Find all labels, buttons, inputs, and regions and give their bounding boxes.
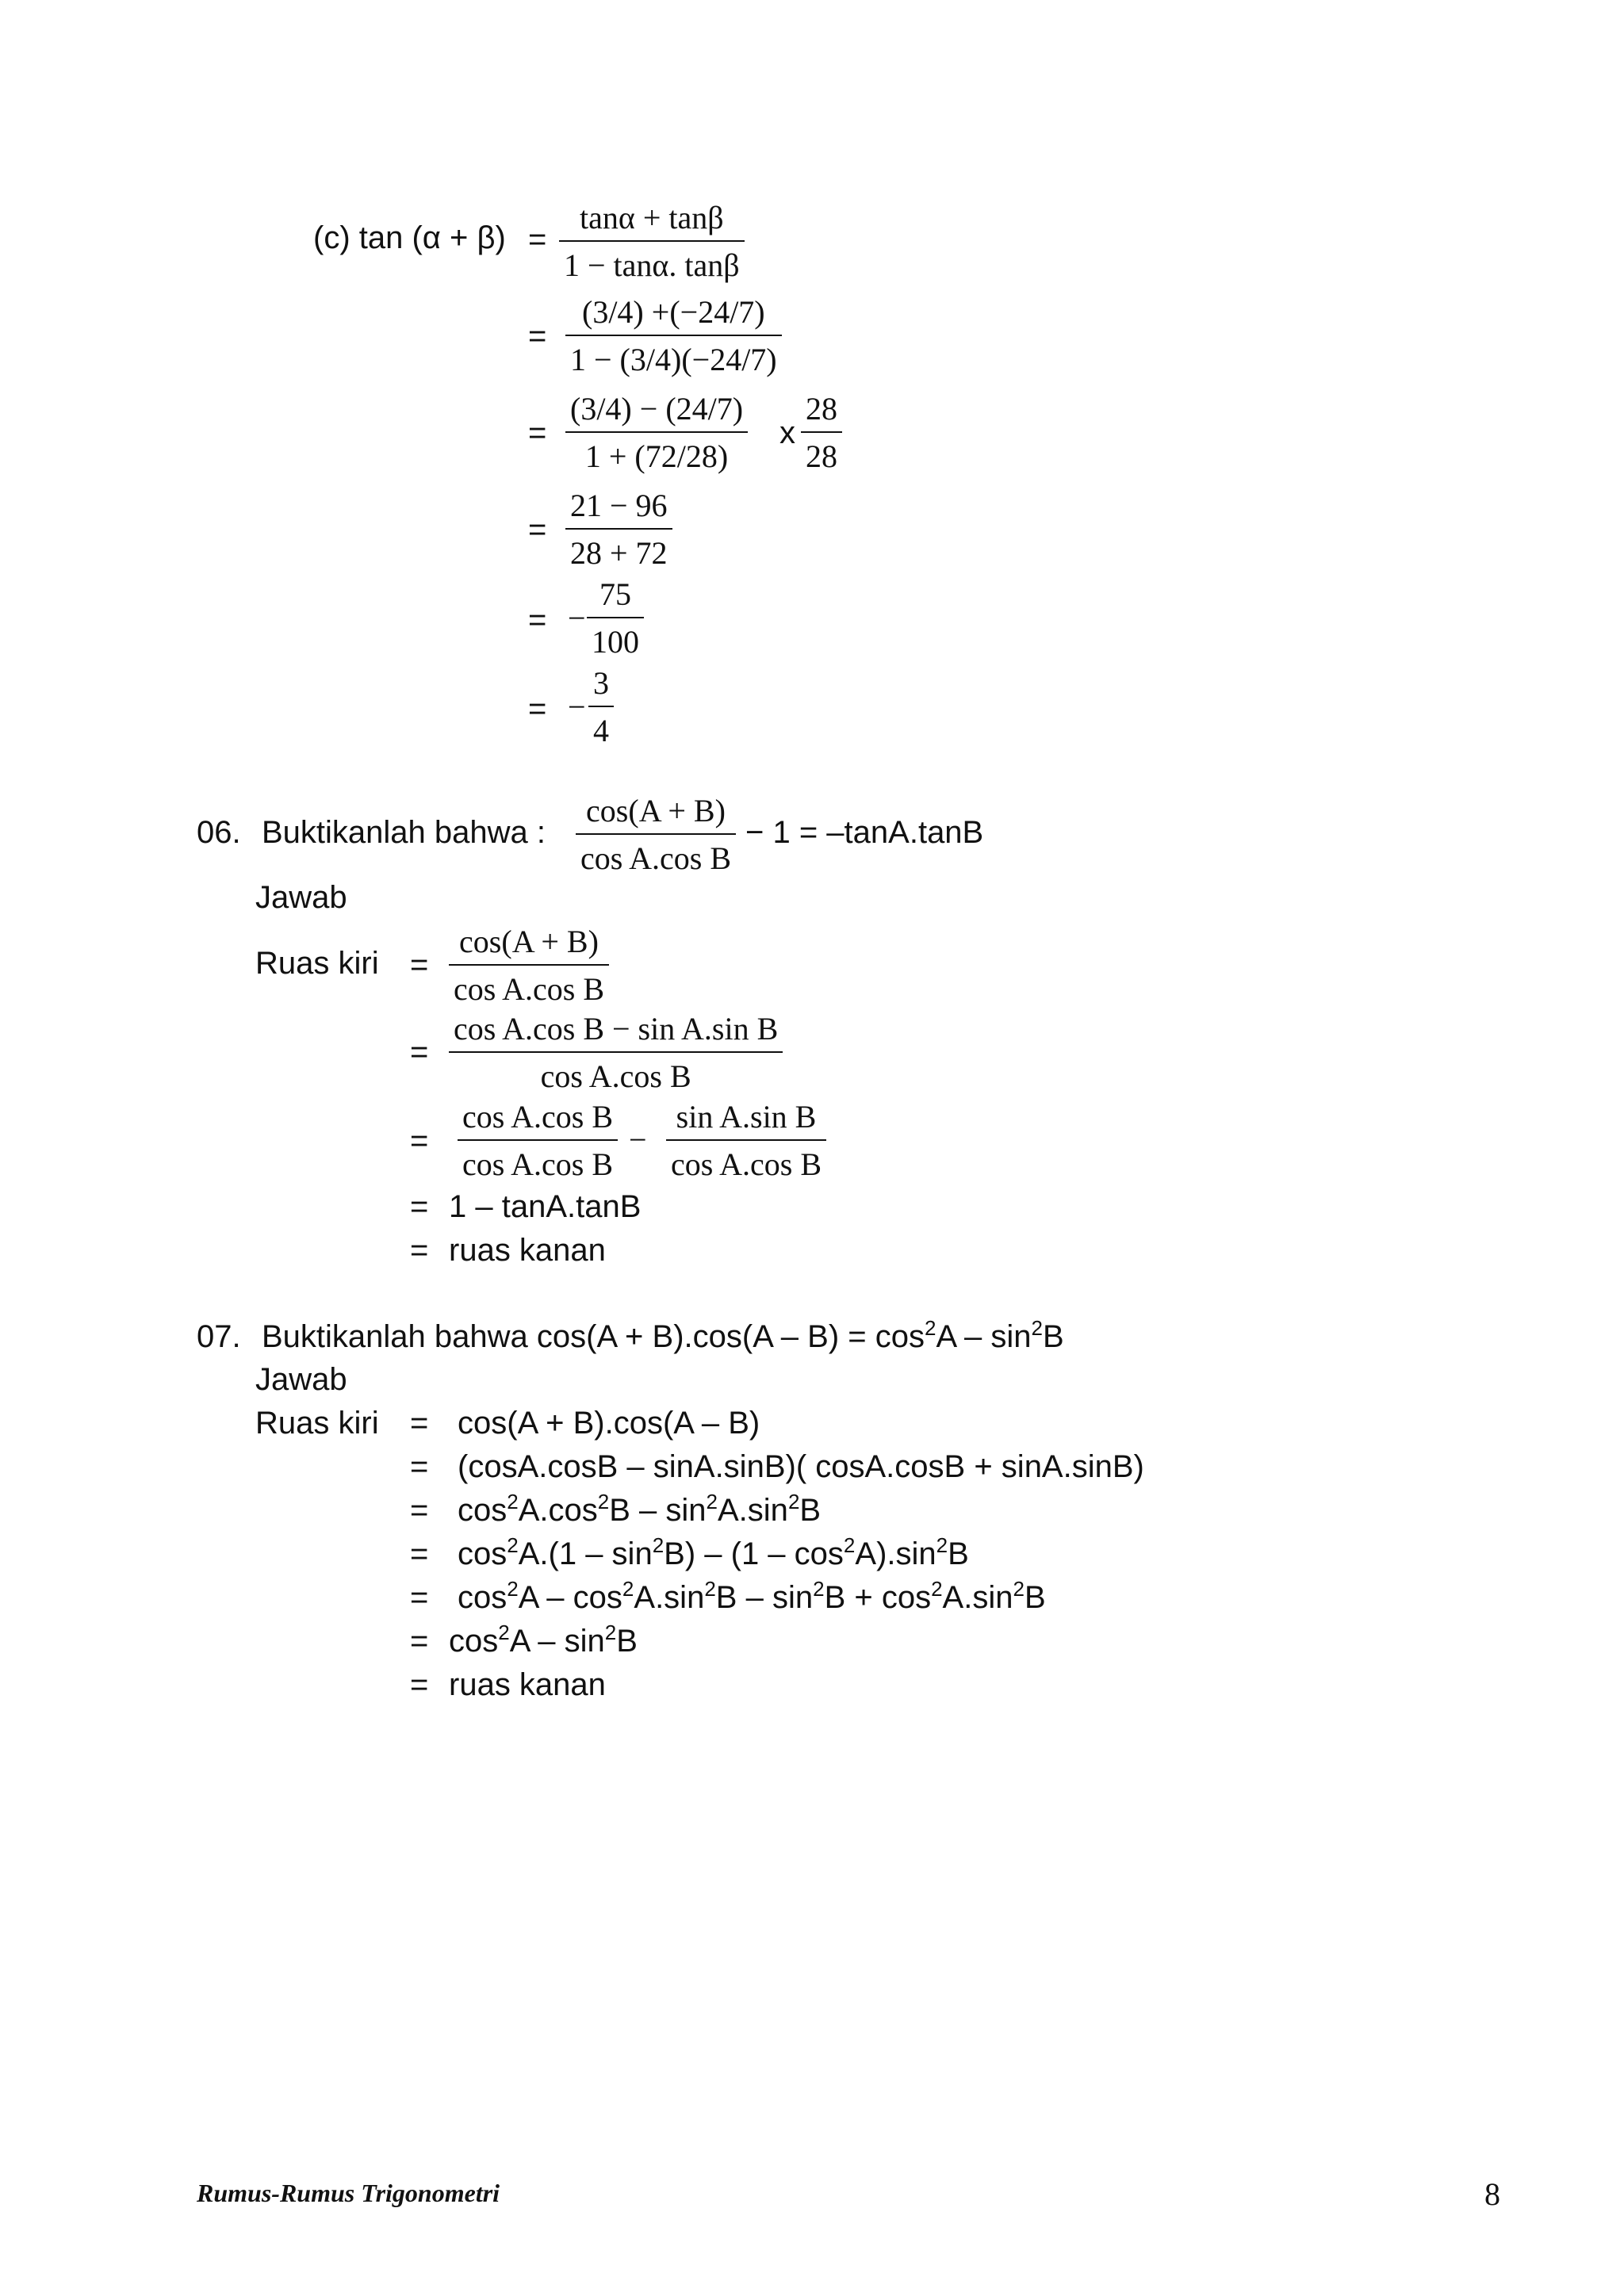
equals-sign: = <box>410 1233 429 1268</box>
question-number: 06. <box>197 815 241 850</box>
answer-label: Jawab <box>255 880 347 915</box>
equals-sign: = <box>410 1035 429 1070</box>
step-text: $\cos^2A.\cos^2B - \sin^2A.\sin^2B$ <box>458 1490 822 1528</box>
question-number: 07. <box>197 1319 241 1354</box>
equals-sign: = <box>528 603 547 637</box>
step-text: cos(A + B).cos(A – B) <box>458 1406 760 1441</box>
step-text: (cosA.cosB – sinA.sinB)( cosA.cosB + sinA.sinB) <box>458 1449 1144 1484</box>
minus-sign: − <box>568 600 586 636</box>
equals-sign: = <box>528 512 547 547</box>
ruas-kiri-label: Ruas kiri <box>255 1406 379 1441</box>
equals-sign: = <box>410 1449 429 1484</box>
equals-sign: = <box>410 1667 429 1702</box>
equals-sign: = <box>410 1624 429 1659</box>
question-prompt: Buktikanlah bahwa : <box>262 815 546 850</box>
times-sign: x <box>779 415 795 450</box>
fraction-simplify: (3/4) − (24/7) 1 + (72/28) <box>565 393 748 473</box>
part-c-label: (c) tan (α + β) <box>313 220 506 255</box>
equals-sign: = <box>410 1536 429 1571</box>
footer-title: Rumus-Rumus Trigonometri <box>197 2179 500 2207</box>
equals-sign: = <box>528 222 547 257</box>
step-text: ruas kanan <box>449 1667 606 1702</box>
fraction-step3b: sin A.sin B cos A.cos B <box>666 1101 826 1181</box>
equals-sign: = <box>528 691 547 726</box>
minus-sign: − <box>568 689 586 725</box>
answer-label: Jawab <box>255 1362 347 1397</box>
step-text: $\cos^2A - \cos^2A.\sin^2B - \sin^2B + \cos^2A.\sin^2B$ <box>458 1577 1046 1615</box>
equals-sign: = <box>410 1189 429 1224</box>
fraction-result: 75 100 <box>587 579 644 658</box>
minus-sign: − <box>629 1122 647 1158</box>
step-text: ruas kanan <box>449 1233 606 1268</box>
question-prompt: Buktikanlah bahwa $\cos(A + B).\cos(A - B) = \cos^2A - \sin^2B$ <box>262 1316 1064 1354</box>
ruas-kiri-label: Ruas kiri <box>255 946 379 981</box>
fraction-lhs: cos(A + B) cos A.cos B <box>576 795 736 874</box>
page-number: 8 <box>1484 2176 1500 2212</box>
fraction-tan-sum: tanα + tanβ 1 − tanα. tanβ <box>559 202 745 281</box>
fraction-multiplier: 28 28 <box>801 393 842 473</box>
equals-sign: = <box>410 1493 429 1528</box>
step-text: $\cos^2A.(1 - \sin^2B) - (1 - \cos^2A).\sin^2B$ <box>458 1533 969 1571</box>
equals-sign: = <box>528 319 547 354</box>
step-text: 1 – tanA.tanB <box>449 1189 642 1224</box>
step-text: $\cos^2A - \sin^2B$ <box>449 1621 638 1659</box>
equals-sign: = <box>410 1580 429 1615</box>
fraction-final: 3 4 <box>588 668 614 747</box>
equals-sign: = <box>410 1406 429 1441</box>
fraction-step1: cos(A + B) cos A.cos B <box>449 926 609 1005</box>
question-rhs: − 1 = –tanA.tanB <box>745 815 984 850</box>
equals-sign: = <box>410 1123 429 1158</box>
fraction-substitution: (3/4) +(−24/7) 1 − (3/4)(−24/7) <box>565 297 782 376</box>
equals-sign: = <box>528 415 547 450</box>
fraction-step3a: cos A.cos B cos A.cos B <box>458 1101 618 1181</box>
equals-sign: = <box>410 947 429 982</box>
fraction-step2: cos A.cos B − sin A.sin B cos A.cos B <box>449 1013 783 1093</box>
fraction-numeric: 21 − 96 28 + 72 <box>565 490 672 569</box>
